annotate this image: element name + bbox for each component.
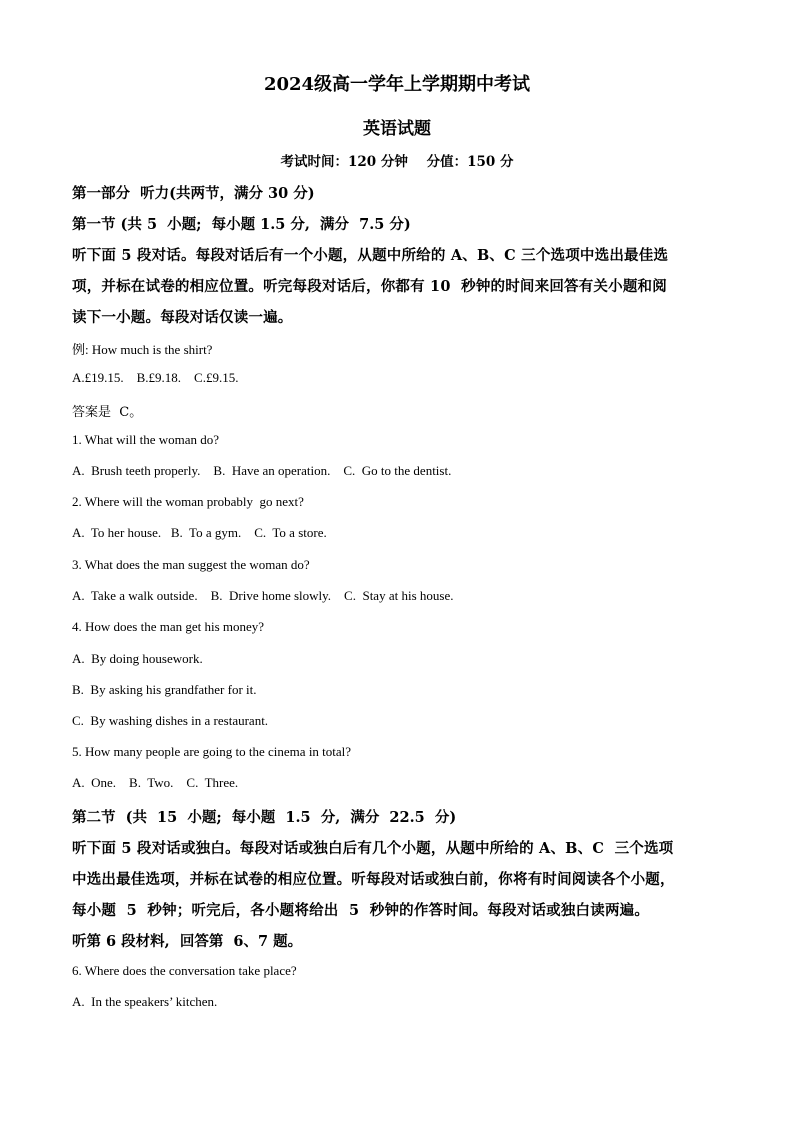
example-answer: 答案是 C。 bbox=[72, 405, 143, 420]
question-4-option-b: B. By asking his grandfather for it. bbox=[72, 682, 257, 697]
section1-heading: 第一节 (共 5 小题; 每小题 1.5 分, 满分 7.5 分) bbox=[72, 216, 411, 233]
section1-instructions-line: 项，并标在试卷的相应位置。听完每段对话后，你都有 10 秒钟的时间来回答有关小题和阅 bbox=[72, 278, 667, 295]
question-6-option-a: A. In the speakers’ kitchen. bbox=[72, 994, 218, 1009]
question-6: 6. Where does the conversation take place? bbox=[72, 963, 297, 978]
question-2: 2. Where will the woman probably go next? bbox=[72, 494, 304, 509]
example-question: 例: How much is the shirt? bbox=[72, 342, 213, 357]
section1-instructions-line: 听下面 5 段对话。每段对话后有一个小题，从题中所给的 A、B、C 三个选项中选出最佳选 bbox=[72, 247, 669, 264]
question-5: 5. How many people are going to the cinema in total? bbox=[72, 744, 352, 759]
section2-instructions-line: 听下面 5 段对话或独白。每段对话或独白后有几个小题，从题中所给的 A、B、C 三个选项 bbox=[72, 840, 674, 857]
part1-heading: 第一部分 听力(共两节，满分 30 分) bbox=[72, 185, 315, 202]
section2-heading: 第二节 (共 15 小题; 每小题 1.5 分, 满分 22.5 分) bbox=[72, 809, 457, 826]
question-2-options: A. To her house. B. To a gym. C. To a store. bbox=[72, 525, 327, 540]
exam-meta: 考试时间：120 分钟 分值：150 分 bbox=[280, 154, 514, 170]
question-4-option-a: A. By doing housework. bbox=[72, 651, 203, 666]
example-options: A.£19.15. B.£9.18. C.£9.15. bbox=[72, 370, 239, 385]
section2-instructions-line: 中选出最佳选项，并标在试卷的相应位置。听每段对话或独白前，你将有时间阅读各个小题， bbox=[72, 871, 675, 888]
question-5-options: A. One. B. Two. C. Three. bbox=[72, 775, 239, 790]
section1-instructions-line: 读下一小题。每段对话仅读一遍。 bbox=[72, 309, 293, 326]
question-3-options: A. Take a walk outside. B. Drive home slowly. C. Stay at his house. bbox=[72, 588, 454, 603]
question-4-option-c: C. By washing dishes in a restaurant. bbox=[72, 713, 269, 728]
section2-instructions-line: 每小题 5 秒钟；听完后，各小题将给出 5 秒钟的作答时间。每段对话或独白读两遍。 bbox=[72, 902, 650, 919]
question-3: 3. What does the man suggest the woman do? bbox=[72, 557, 310, 572]
exam-title: 2024级高一学年上学期期中考试 bbox=[263, 74, 531, 95]
question-1: 1. What will the woman do? bbox=[72, 432, 220, 447]
exam-subtitle: 英语试题 bbox=[363, 119, 431, 139]
question-4: 4. How does the man get his money? bbox=[72, 619, 265, 634]
question-1-options: A. Brush teeth properly. B. Have an operation. C. Go to the dentist. bbox=[72, 463, 452, 478]
material-6-heading: 听第 6 段材料, 回答第 6、7 题。 bbox=[72, 933, 303, 950]
